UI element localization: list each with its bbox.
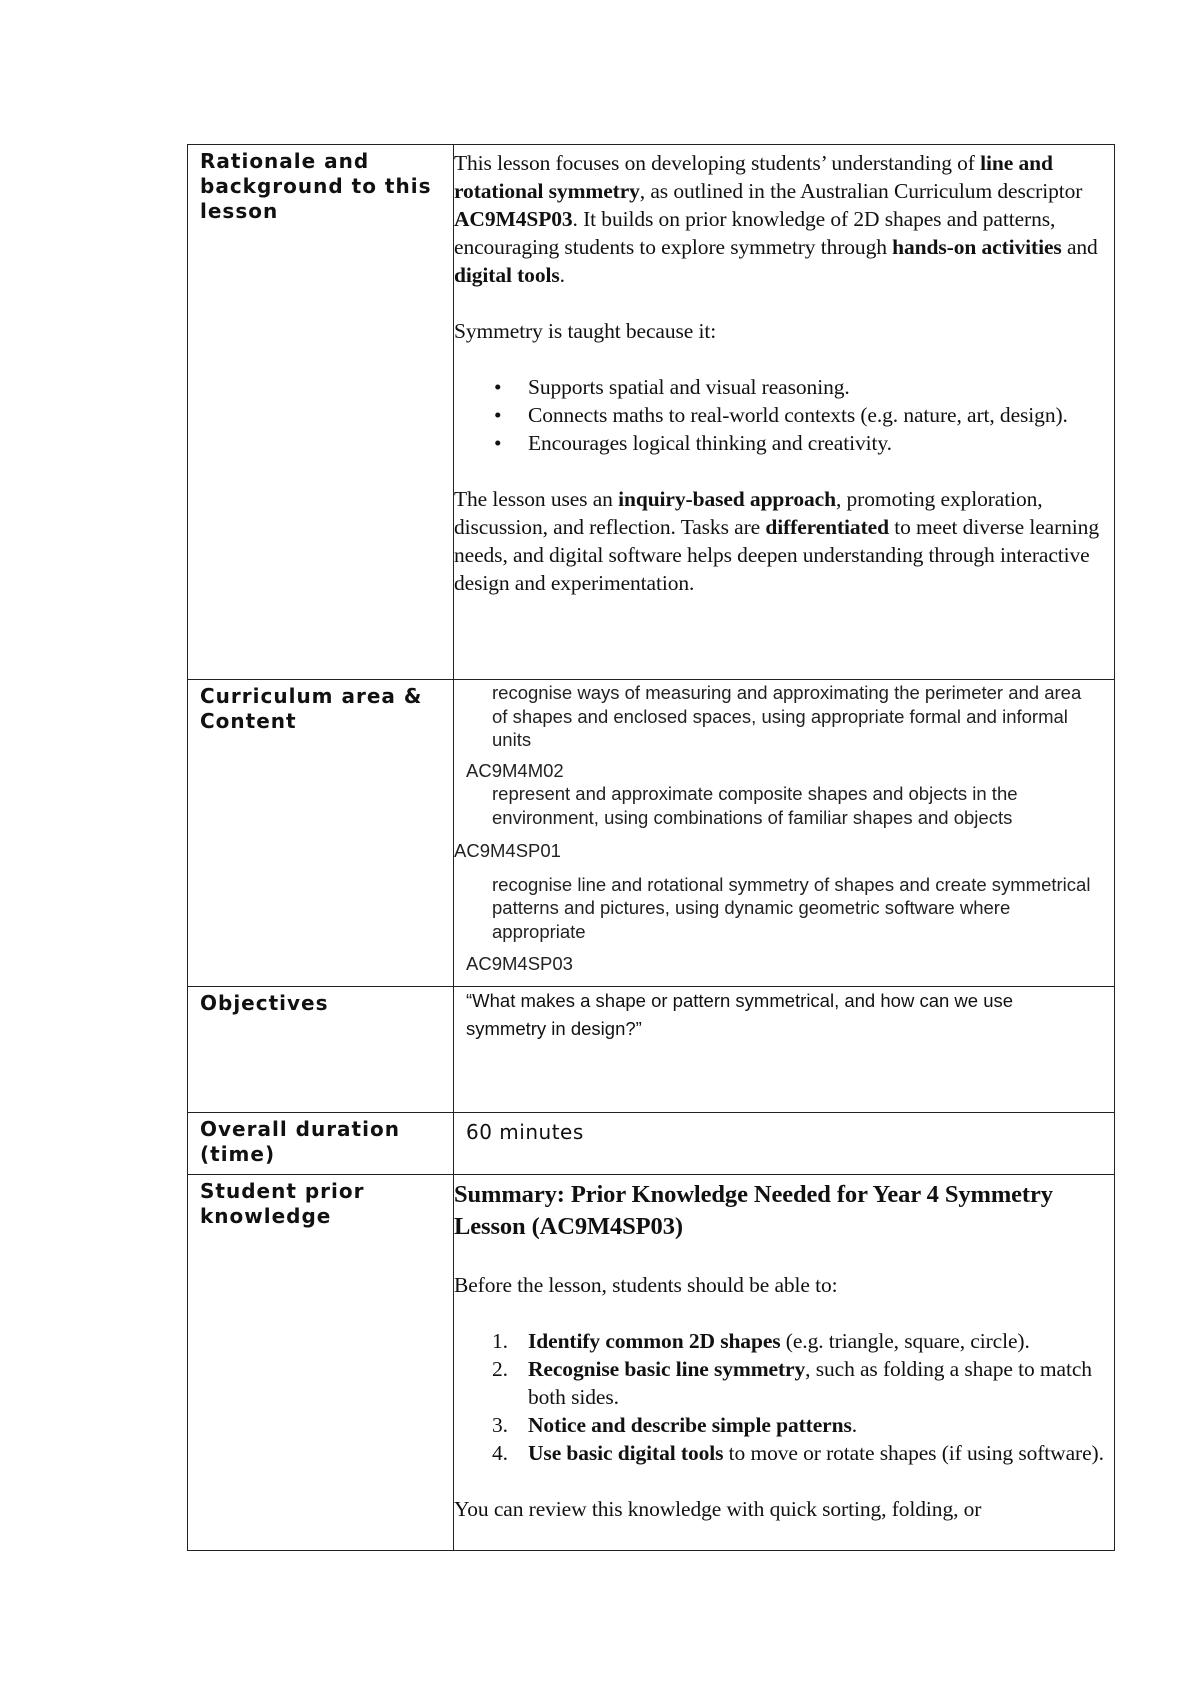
prior-knowledge-content-cell bbox=[454, 1175, 1115, 1551]
curriculum-row bbox=[188, 680, 1115, 987]
prior-knowledge-label-cell bbox=[188, 1175, 454, 1551]
curriculum-content-cell bbox=[454, 680, 1115, 987]
duration-content-cell bbox=[454, 1113, 1115, 1175]
list-item: 3. Notice and describe simple patterns. bbox=[492, 1413, 858, 1437]
list-item: 4. Use basic digital tools to move or rotate shapes (if using software). bbox=[492, 1441, 1104, 1465]
prior-closing: You can review this knowledge with quick sorting, folding, or bbox=[454, 1497, 982, 1521]
list-item: • Connects maths to real-world contexts (e.g. nature, art, design). bbox=[494, 403, 1068, 427]
rationale-label-cell bbox=[188, 145, 454, 680]
objectives-label-cell bbox=[188, 987, 454, 1113]
curriculum-label-cell bbox=[188, 680, 454, 987]
summary-title: Summary: Prior Knowledge Needed for Year 4 Symmetry Lesson (AC9M4SP03) bbox=[454, 1181, 1053, 1240]
curriculum-code-3: AC9M4SP03 bbox=[466, 953, 573, 974]
bullet-icon: • bbox=[494, 431, 502, 455]
curriculum-code-2: AC9M4SP01 bbox=[454, 840, 561, 861]
rationale-paragraph-3: The lesson uses an inquiry-based approach, promoting exploration, discussion, and reflection. Tasks are differentiated to meet diverse learning needs, and digital software helps deepen understanding through interactive design and experimentation. bbox=[454, 487, 1099, 595]
duration-row bbox=[188, 1113, 1115, 1175]
rationale-paragraph-1: This lesson focuses on developing students’ understanding of line and rotational symmetry, as outlined in the Australian Curriculum descriptor AC9M4SP03. It builds on prior knowledge of 2D shapes and patterns, encouraging students to explore symmetry through hands-on activities and digital tools. bbox=[454, 151, 1098, 287]
duration-label-cell bbox=[188, 1113, 454, 1175]
rationale-row bbox=[188, 145, 1115, 680]
objective-question: “What makes a shape or pattern symmetrical, and how can we use symmetry in design?” bbox=[466, 990, 1014, 1039]
bullet-icon: • bbox=[494, 375, 502, 399]
list-item: 2. Recognise basic line symmetry, such as folding a shape to match both sides. bbox=[492, 1357, 1092, 1409]
row-label: Curriculum area & Content bbox=[200, 684, 423, 733]
list-item: • Supports spatial and visual reasoning. bbox=[494, 375, 850, 399]
list-item: • Encourages logical thinking and creativity. bbox=[494, 431, 892, 455]
prior-knowledge-row bbox=[188, 1175, 1115, 1551]
row-label: Objectives bbox=[200, 991, 329, 1015]
duration-value: 60 minutes bbox=[466, 1120, 584, 1144]
prior-knowledge-list bbox=[454, 1327, 1110, 1467]
row-label: Overall duration (time) bbox=[200, 1117, 400, 1166]
bullet-icon: • bbox=[494, 403, 502, 427]
reasons-list bbox=[454, 373, 1110, 457]
content-description-3: recognise line and rotational symmetry of shapes and create symmetrical patterns and pictures, using dynamic geometric software where appropriate bbox=[492, 873, 1091, 942]
list-item: 1. Identify common 2D shapes (e.g. triangle, square, circle). bbox=[492, 1329, 1030, 1353]
rationale-paragraph-2: Symmetry is taught because it: bbox=[454, 319, 717, 343]
content-description-1: recognise ways of measuring and approximating the perimeter and area of shapes and enclosed spaces, using appropriate formal and informal units bbox=[492, 682, 1082, 750]
objectives-row bbox=[188, 987, 1115, 1113]
rationale-content-cell bbox=[454, 145, 1115, 680]
content-description-2: represent and approximate composite shapes and objects in the environment, using combinations of familiar shapes and objects bbox=[492, 783, 1018, 828]
curriculum-code-1: AC9M4M02 bbox=[466, 759, 564, 781]
objectives-content-cell bbox=[454, 987, 1115, 1113]
row-label: Student prior knowledge bbox=[200, 1179, 365, 1228]
lesson-plan-table bbox=[187, 144, 1115, 1551]
row-label: Rationale and background to this lesson bbox=[200, 149, 432, 223]
prior-intro: Before the lesson, students should be able to: bbox=[454, 1273, 838, 1297]
